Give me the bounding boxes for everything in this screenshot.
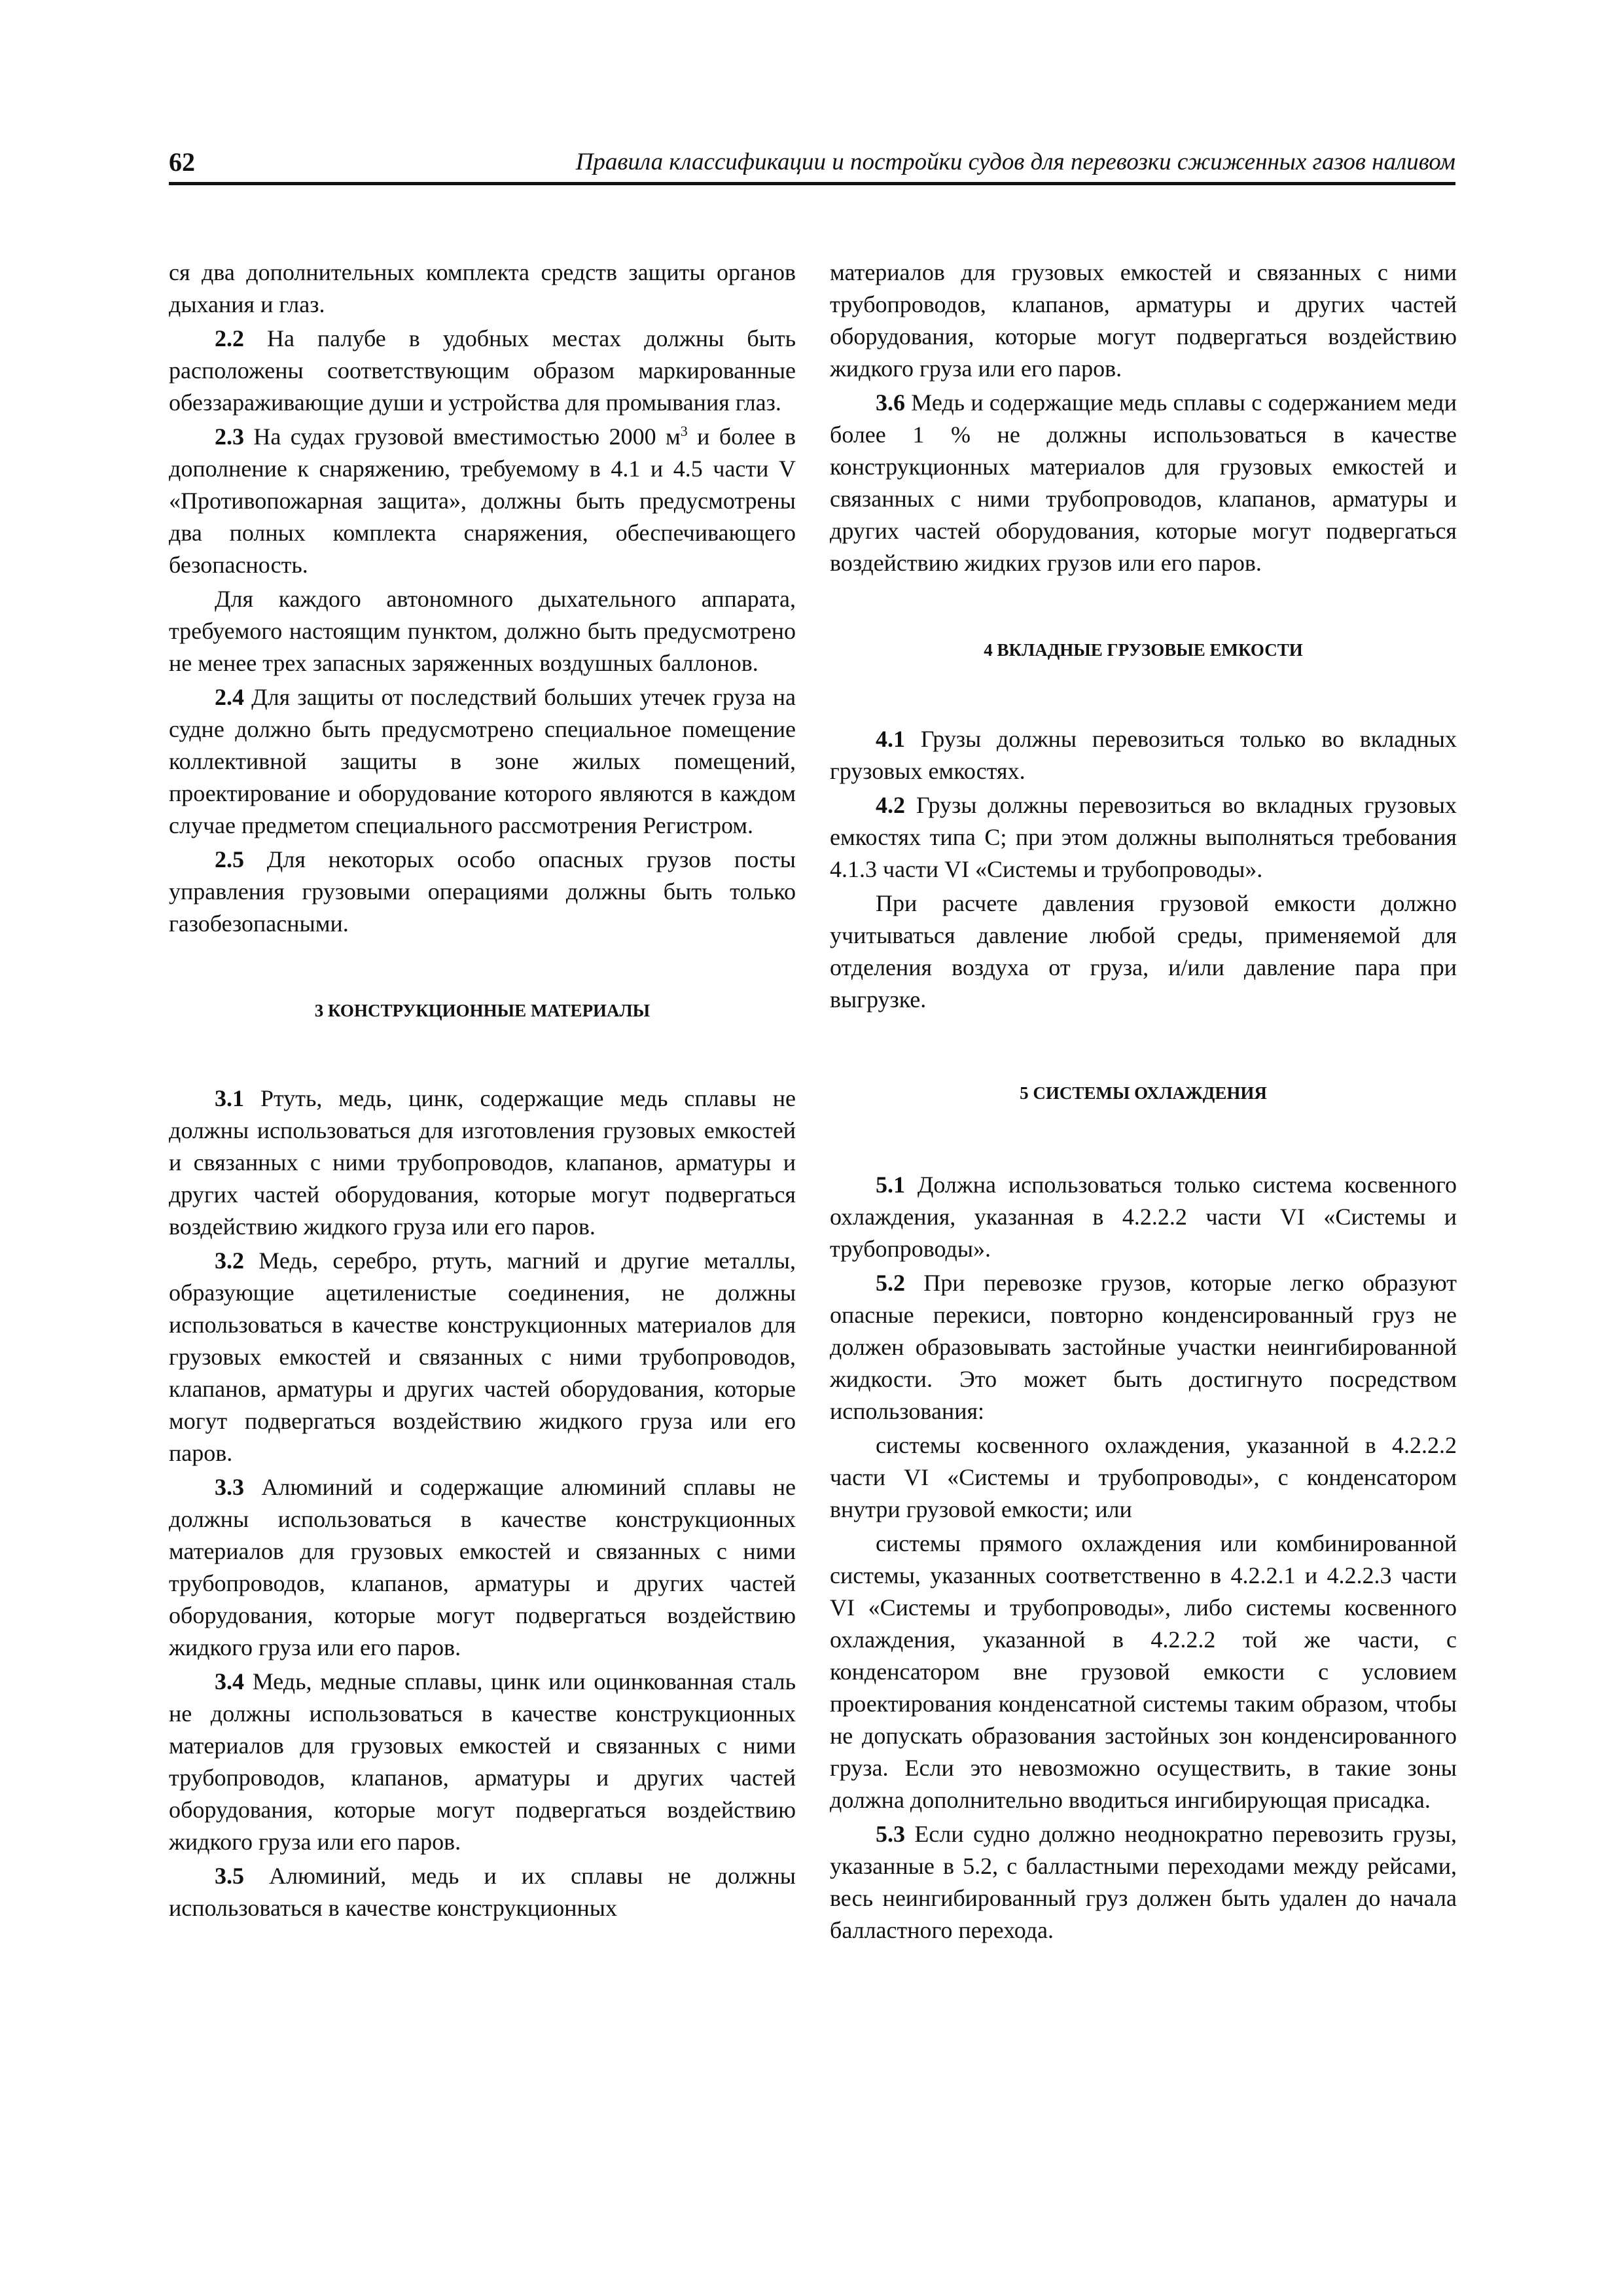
paragraph-3-3: 3.3 Алюминий и содержащие алюминий сплавы не должны использоваться в качестве конструкционных материалов для грузовых емкостей и связанных с ними трубопроводов, клапанов, арматуры и других частей оборудования, которые могут подвергаться воздействию жидкого груза или его паров. — [169, 1474, 796, 1660]
paragraph-4-2: 4.2 Грузы должны перевозиться во вкладных грузовых емкостях типа С; при этом должны выполняться требования 4.1.3 части VI «Системы и трубопроводы». — [830, 792, 1457, 882]
page-number: 62 — [169, 147, 195, 177]
paragraph-3-5-continuation: материалов для грузовых емкостей и связанных с ними трубопроводов, клапанов, арматуры и других частей оборудования, которые могут подвергаться воздействию жидкого груза или его паров. — [830, 259, 1457, 382]
paragraph-2-2: 2.2 На палубе в удобных местах должны быть расположены соответствующим образом маркированные обеззараживающие души и устройства для промывания глаз. — [169, 325, 796, 416]
clause-number: 3.4 — [215, 1668, 244, 1695]
clause-number: 5.3 — [876, 1821, 905, 1847]
paragraph-3-5: 3.5 Алюминий, медь и их сплавы не должны использоваться в качестве конструкционных — [169, 1863, 796, 1921]
paragraph-4-2-extra: При расчете давления грузовой емкости должно учитываться давление любой среды, применяемой для отделения воздуха от груза, и/или давление пара при выгрузке. — [830, 890, 1457, 1013]
section-heading-3: 3 КОНСТРУКЦИОННЫЕ МАТЕРИАЛЫ — [314, 1001, 651, 1020]
paragraph-2-4: 2.4 Для защиты от последствий больших утечек груза на судне должно быть предусмотрено специальное помещение коллективной защиты в зоне жилых помещений, проектирование и оборудование которого являются в каждом случае предметом специального рассмотрения Регистром. — [169, 684, 796, 838]
paragraph-2-3-extra: Для каждого автономного дыхательного аппарата, требуемого настоящим пунктом, должно быть предусмотрено не менее трех запасных заряженных воздушных баллонов. — [169, 586, 796, 676]
paragraph-3-4: 3.4 Медь, медные сплавы, цинк или оцинкованная сталь не должны использоваться в качестве конструкционных материалов для грузовых емкостей и связанных с ними трубопроводов, клапанов, арматуры и других частей оборудования, которые могут подвергаться воздействию жидкого груза или его паров. — [169, 1668, 796, 1855]
page-header — [169, 145, 1455, 185]
left-column — [169, 257, 796, 1926]
paragraph-3-2: 3.2 Медь, серебро, ртуть, магний и другие металлы, образующие ацетиленистые соединения, не должны использоваться в качестве конструкционных материалов для грузовых емкостей и связанных с ними трубопроводов, клапанов, арматуры и других частей оборудования, которые могут подвергаться воздействию жидкого груза или его паров. — [169, 1247, 796, 1466]
paragraph-5-2-item-1: системы косвенного охлаждения, указанной в 4.2.2.2 части VI «Системы и трубопроводы», с конденсатором внутри грузовой емкости; или — [830, 1432, 1457, 1522]
paragraph-5-2: 5.2 При перевозке грузов, которые легко образуют опасные перекиси, повторно конденсированный груз не должен образовывать застойные участки неингибированной жидкости. Это может быть достигнуто посредством использования: — [830, 1270, 1457, 1424]
clause-number: 3.6 — [876, 389, 905, 416]
clause-number: 3.1 — [215, 1085, 244, 1111]
clause-number: 4.1 — [876, 726, 905, 752]
section-heading-4: 4 ВКЛАДНЫЕ ГРУЗОВЫЕ ЕМКОСТИ — [984, 640, 1303, 660]
paragraph-2-5: 2.5 Для некоторых особо опасных грузов посты управления грузовыми операциями должны быть только газобезопасными. — [169, 846, 796, 937]
running-title: Правила классификации и постройки судов для перевозки сжиженных газов наливом — [575, 149, 1455, 175]
clause-number: 3.5 — [215, 1863, 244, 1889]
clause-number: 2.5 — [215, 846, 244, 872]
clause-number: 2.2 — [215, 325, 244, 351]
clause-number: 3.3 — [215, 1474, 244, 1500]
right-column — [830, 257, 1457, 1948]
paragraph-5-3: 5.3 Если судно должно неоднократно перевозить грузы, указанные в 5.2, с балластными переходами между рейсами, весь неингибированный груз должен быть удален до начала балластного перехода. — [830, 1821, 1457, 1943]
paragraph-5-2-item-2: системы прямого охлаждения или комбинированной системы, указанных соответственно в 4.2.2.1 и 4.2.2.3 части VI «Системы и трубопроводы», либо системы косвенного охлаждения, указанной в 4.2.2.2 той же части, с конденсатором вне грузовой емкости с условием проектирования конденсатной системы таким образом, чтобы не допускать образования застойных зон конденсированного груза. Если это невозможно осуществить, в такие зоны должна дополнительно вводиться ингибирующая присадка. — [830, 1530, 1457, 1813]
paragraph-4-1: 4.1 Грузы должны перевозиться только во вкладных грузовых емкостях. — [830, 726, 1457, 784]
clause-number: 3.2 — [215, 1247, 244, 1274]
clause-number: 5.2 — [876, 1270, 905, 1296]
clause-number: 2.4 — [215, 684, 244, 710]
clause-number: 5.1 — [876, 1172, 905, 1198]
clause-number: 2.3 — [215, 423, 244, 450]
paragraph-5-1: 5.1 Должна использоваться только система косвенного охлаждения, указанная в 4.2.2.2 части VI «Системы и трубопроводы». — [830, 1172, 1457, 1262]
section-heading-5: 5 СИСТЕМЫ ОХЛАЖДЕНИЯ — [1020, 1083, 1267, 1103]
paragraph-2-3: 2.3 На судах грузовой вместимостью 2000 $м^3$ и более в дополнение к снаряжению, требуемому в 4.1 и 4.5 части V «Противопожарная защита», должны быть предусмотрены два полных комплекта снаряжения, обеспечивающего безопасность. — [169, 423, 796, 578]
paragraph-continuation: ся два дополнительных комплекта средств защиты органов дыхания и глаз. — [169, 259, 796, 317]
paragraph-3-1: 3.1 Ртуть, медь, цинк, содержащие медь сплавы не должны использоваться для изготовления грузовых емкостей и связанных с ними трубопроводов, клапанов, арматуры и других частей оборудования, которые могут подвергаться воздействию жидкого груза или его паров. — [169, 1085, 796, 1240]
paragraph-3-6: 3.6 Медь и содержащие медь сплавы с содержанием меди более 1 % не должны использоваться в качестве конструкционных материалов для грузовых емкостей и связанных с ними трубопроводов, клапанов, арматуры и других частей оборудования, которые могут подвергаться воздействию жидких грузов или его паров. — [830, 389, 1457, 576]
clause-number: 4.2 — [876, 792, 905, 818]
